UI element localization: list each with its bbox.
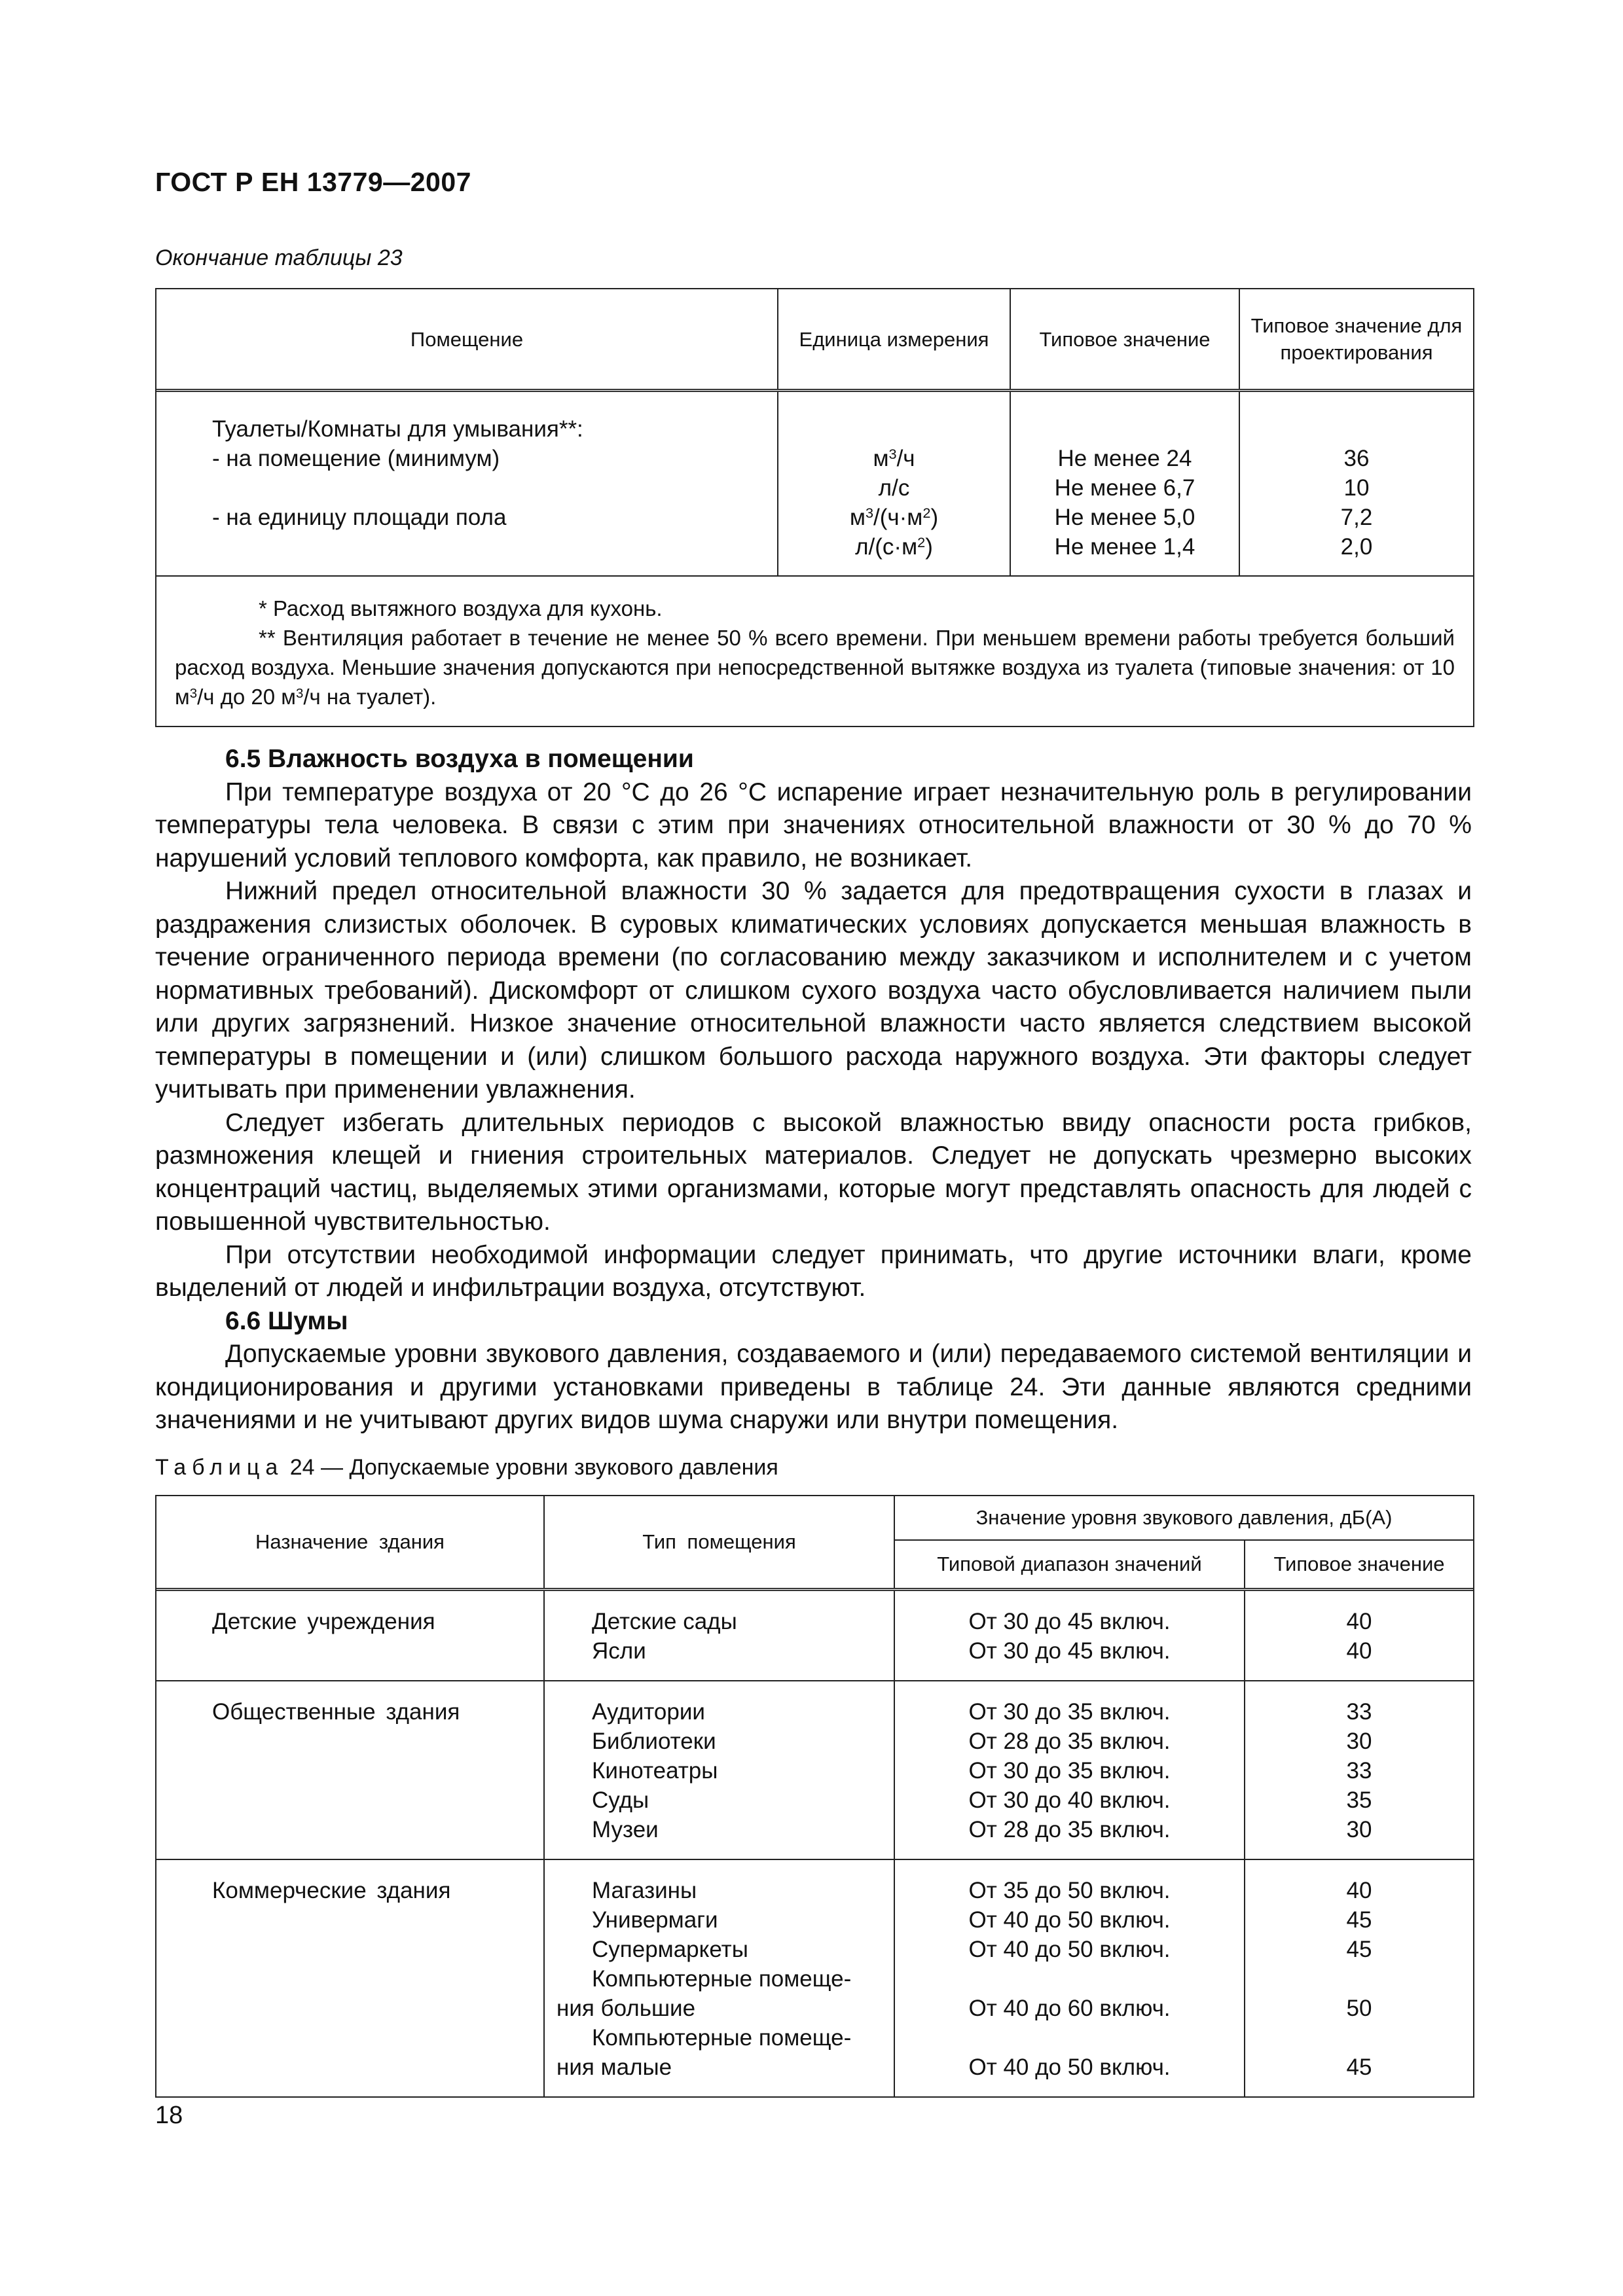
table24-range: От 28 до 35 включ. [968, 1817, 1171, 1842]
table23-typical-line: Не менее 5,0 [1054, 505, 1195, 530]
table24-range: От 40 до 50 включ. [968, 1937, 1171, 1962]
table23-design-line: 2,0 [1340, 534, 1373, 560]
table24-value: 40 [1346, 1609, 1372, 1634]
table24-range: От 40 до 60 включ. [968, 1996, 1171, 2021]
table24-caption-title: 24 — Допускаемые уровни звукового давления [283, 1455, 778, 1480]
table23-design-line: 36 [1343, 446, 1370, 471]
table24-row-group [156, 1681, 1473, 1860]
table23-footnote-1: * Расход вытяжного воздуха для кухонь. [259, 596, 663, 620]
table23-room-line [212, 473, 777, 503]
table24-building: Общественные здания [212, 1699, 460, 1725]
table23-typical-line [1011, 414, 1239, 444]
table23-unit-line [778, 414, 1010, 444]
table24-room: ния большие [556, 1996, 696, 2021]
table23-room-line: - на единицу площади пола [212, 505, 507, 530]
table24-range: От 35 до 50 включ. [968, 1878, 1171, 1903]
table24-range [895, 1964, 1244, 1994]
table24-value: 50 [1346, 1996, 1372, 2021]
table24-value-cell [1245, 1860, 1473, 2096]
table23-room-line: Туалеты/Комнаты для умывания**: [212, 416, 583, 442]
table24-value: 45 [1346, 2054, 1372, 2080]
table23-unit-cell [778, 392, 1011, 575]
table24-col-level-group [895, 1496, 1473, 1588]
table24-room: Детские сады [592, 1609, 737, 1634]
table24-value-cell [1245, 1591, 1473, 1680]
table23-typical-cell [1011, 392, 1240, 575]
table24-range: От 40 до 50 включ. [968, 2054, 1171, 2080]
table23-room-line: - на помещение (минимум) [212, 446, 500, 471]
body-text [155, 743, 1472, 1437]
table24-range [895, 2023, 1244, 2053]
table23-room-cell [156, 392, 778, 575]
table24-range: От 30 до 45 включ. [968, 1609, 1171, 1634]
table24-range: От 30 до 45 включ. [968, 1638, 1171, 1664]
table23-unit-line: $л/(с\cdot м^2)$ [855, 534, 933, 560]
table24-value: 45 [1346, 1907, 1372, 1933]
table24-col-level: Значение уровня звукового давления, дБ(А) [895, 1496, 1473, 1541]
table23-caption: Окончание таблицы 23 [155, 245, 403, 270]
table24-room: Магазины [592, 1878, 697, 1903]
table23-col-unit: Единица измерения [778, 289, 1011, 389]
table23-body [156, 392, 1473, 577]
table24-building-cell [156, 1591, 545, 1680]
table24-value: 35 [1346, 1787, 1372, 1813]
section-6-5-paragraph: При отсутствии необходимой информации следует принимать, что другие источники влаги, кроме выделений от людей и инфильтрации воздуха, отсутствуют. [155, 1240, 1472, 1302]
table24-value [1245, 2023, 1473, 2053]
table24-rooms-cell [545, 1591, 895, 1680]
table24-header [156, 1496, 1473, 1591]
table24-room: Кинотеатры [592, 1758, 718, 1784]
table24-range: От 28 до 35 включ. [968, 1729, 1171, 1754]
table23-col-typical: Типовое значение [1011, 289, 1240, 389]
table24-room: Суды [592, 1787, 649, 1813]
table23-typical-line: Не менее 6,7 [1054, 475, 1195, 501]
table24-range: От 30 до 40 включ. [968, 1787, 1171, 1813]
table23-col-design: Типовое значение для проектирования [1250, 314, 1463, 364]
table24-value-cell [1245, 1681, 1473, 1859]
document-id: ГОСТ Р ЕН 13779—2007 [155, 167, 471, 197]
table24-room: Библиотеки [592, 1729, 716, 1754]
table24-room: ния малые [556, 2054, 672, 2080]
page-number: 18 [155, 2102, 183, 2129]
table24-value: 30 [1346, 1817, 1372, 1842]
table24-value: 40 [1346, 1638, 1372, 1664]
table23-design-line [1240, 414, 1473, 444]
table24-range: От 30 до 35 включ. [968, 1699, 1171, 1725]
table23-footnotes [156, 577, 1473, 726]
table24-range: От 30 до 35 включ. [968, 1758, 1171, 1784]
table24-room: Аудитории [592, 1699, 705, 1725]
table23-typical-line: Не менее 1,4 [1054, 534, 1195, 560]
table24-room: Музеи [592, 1817, 659, 1842]
table24-value: 40 [1346, 1878, 1372, 1903]
table24-room: Компьютерные помеще- [592, 2025, 852, 2051]
table23-unit-line: $м^3/ч$ [873, 446, 915, 471]
table24 [155, 1495, 1474, 2098]
table24-building: Детские учреждения [212, 1609, 435, 1634]
table24-caption [155, 1455, 778, 1480]
table23-typical-line: Не менее 24 [1057, 446, 1192, 471]
table24-range-cell [895, 1860, 1245, 2096]
table24-row-group [156, 1591, 1473, 1681]
table23 [155, 288, 1474, 727]
table24-range-cell [895, 1681, 1245, 1859]
table24-range-cell [895, 1591, 1245, 1680]
table24-col-typical: Типовое значение [1273, 1552, 1445, 1575]
table24-range: От 40 до 50 включ. [968, 1907, 1171, 1933]
table23-unit-line: л/с [878, 475, 910, 501]
section-6-5-heading: 6.5 Влажность воздуха в помещении [225, 745, 694, 773]
section-6-6-heading: 6.6 Шумы [225, 1306, 348, 1335]
table24-room: Супермаркеты [592, 1937, 748, 1962]
table24-rooms-cell [545, 1860, 895, 2096]
table24-room: Компьютерные помеще- [592, 1966, 852, 1992]
table24-col-building: Назначение здания [156, 1496, 545, 1588]
table23-footnote-2: ** Вентиляция работает в течение не менее 50 % всего времени. При меньшем времени работы требуется больший расход воздуха. Меньшие значения допускаются при непосредственной вытяжке воздуха из туалета (типовые значения: от 10 $м^3/ч$ до 20 $м^3/ч$ на туалет). [175, 626, 1455, 709]
table23-col-room: Помещение [156, 289, 778, 389]
table23-header [156, 289, 1473, 392]
table24-building-cell [156, 1860, 545, 2096]
table23-design-line: 7,2 [1340, 505, 1373, 530]
table24-rooms-cell [545, 1681, 895, 1859]
section-6-6-paragraph: Допускаемые уровни звукового давления, создаваемого и (или) передаваемого системой вентиляции и кондиционирования и другими установками приведены в таблице 24. Эти данные являются средними значениями и не учитывают других видов шума снаружи или внутри помещения. [155, 1340, 1472, 1434]
section-6-5-paragraph: Следует избегать длительных периодов с высокой влажностью ввиду опасности роста грибков, размножения клещей и гниения строительных материалов. Следует не допускать чрезмерно высоких концентраций частиц, выделяемых этими организмами, которые могут представлять опасность для людей с повышенной чувствительностью. [155, 1108, 1472, 1236]
table24-room: Универмаги [592, 1907, 718, 1933]
table24-room: Ясли [592, 1638, 646, 1664]
table24-value: 30 [1346, 1729, 1372, 1754]
table23-design-cell [1240, 392, 1473, 575]
section-6-5-paragraph: Нижний предел относительной влажности 30 % задается для предотвращения сухости в глазах и раздражения слизистых оболочек. В суровых климатических условиях допускается меньшая влажность в течение ограниченного периода времени (по согласованию между заказчиком и исполнителем и с учетом нормативных требований). Дискомфорт от слишком сухого воздуха часто обусловливается наличием пыли или других загрязнений. Низкое значение относительной влажности часто является следствием высокой температуры в помещении и (или) слишком большого расхода наружного воздуха. Эти факторы следует учитывать при применении увлажнения. [155, 877, 1472, 1103]
table24-building: Коммерческие здания [212, 1878, 451, 1903]
table23-room-line [212, 532, 777, 562]
section-6-5-paragraph: При температуре воздуха от 20 °С до 26 °С испарение играет незначительную роль в регулировании температуры тела человека. В связи с этим при значениях относительной влажности от 30 % до 70 % нарушений условий теплового комфорта, как правило, не возникает. [155, 778, 1472, 872]
table24-value: 33 [1346, 1758, 1372, 1784]
table23-design-line: 10 [1343, 475, 1370, 501]
table24-row-group [156, 1860, 1473, 2096]
table24-value: 33 [1346, 1699, 1372, 1725]
table24-col-room: Тип помещения [545, 1496, 895, 1588]
table24-col-range: Типовой диапазон значений [895, 1541, 1245, 1588]
table24-building-cell [156, 1681, 545, 1859]
table24-value [1245, 1964, 1473, 1994]
table24-value: 45 [1346, 1937, 1372, 1962]
table23-unit-line: $м^3/(ч\cdot м^2)$ [849, 505, 939, 530]
table24-caption-prefix: Таблица [155, 1455, 284, 1480]
